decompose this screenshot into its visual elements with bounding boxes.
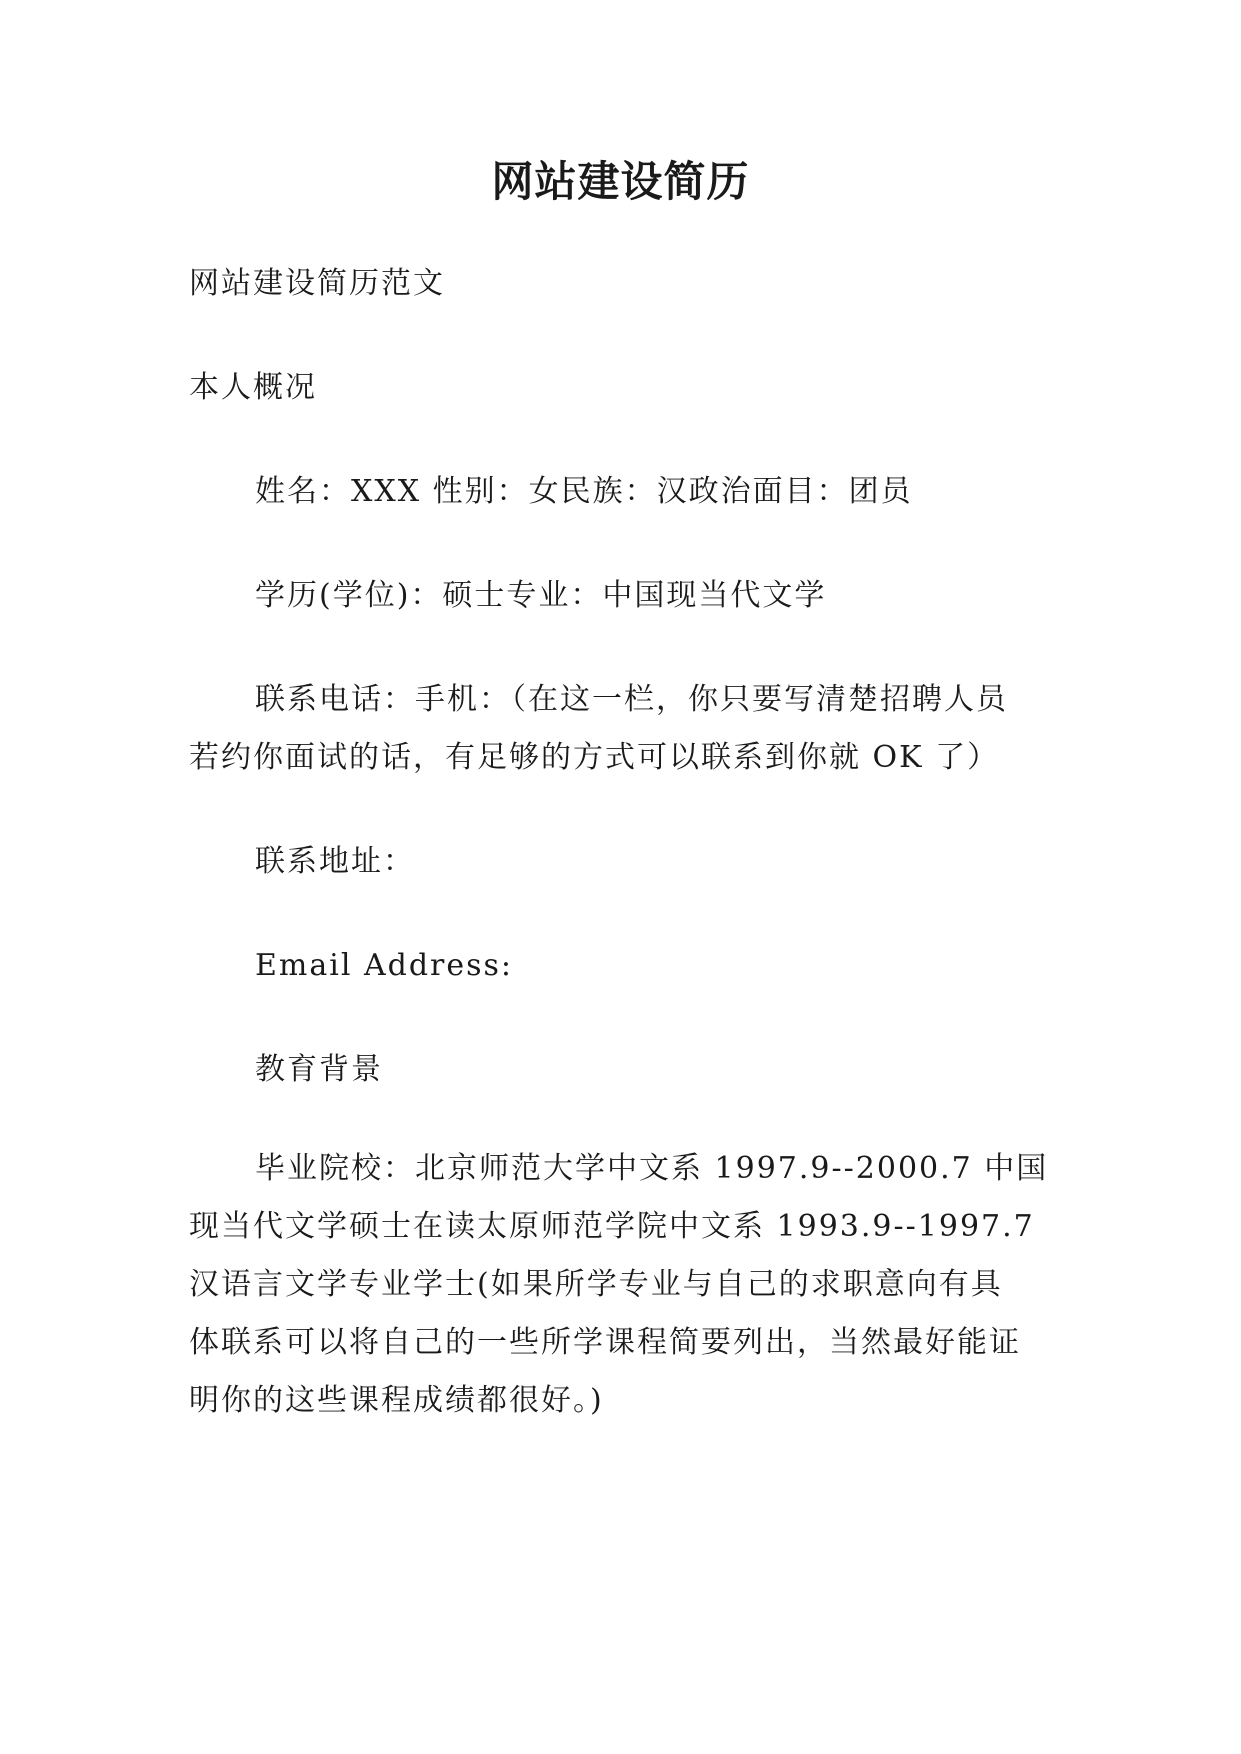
email-text: Email Address: (255, 948, 514, 983)
personal-info-line (255, 463, 1055, 521)
contact-address-text: 联系地址： (255, 844, 415, 879)
document-title: 网站建设简历 (491, 157, 750, 206)
school-line-5: 明你的这些课程成绩都很好。) (189, 1383, 604, 1418)
section-education-text: 教育背景 (255, 1052, 383, 1087)
degree-major-line (255, 567, 1055, 625)
contact-address-line (255, 833, 1055, 891)
section-overview-text: 本人概况 (189, 370, 317, 405)
section-education-heading (255, 1041, 1055, 1099)
school-line-4: 体联系可以将自己的一些所学课程简要列出，当然最好能证 (189, 1325, 1021, 1360)
section-overview-heading (189, 359, 1059, 417)
contact-phone-line-2: 若约你面试的话，有足够的方式可以联系到你就 OK 了） (189, 740, 1000, 775)
sample-heading-text: 网站建设简历范文 (189, 266, 445, 301)
degree-major-text: 学历(学位)：硕士专业：中国现当代文学 (255, 578, 827, 613)
sample-heading (189, 255, 1059, 313)
contact-phone-paragraph (189, 671, 1059, 787)
contact-phone-line-1: 联系电话：手机：（在这一栏，你只要写清楚招聘人员 (255, 682, 1008, 717)
school-paragraph (189, 1140, 1059, 1430)
school-line-3: 汉语言文学专业学士(如果所学专业与自己的求职意向有具 (189, 1267, 1003, 1302)
email-line (255, 937, 1055, 995)
school-line-1: 毕业院校：北京师范大学中文系 1997.9--2000.7 中国 (255, 1151, 1049, 1186)
school-line-2: 现当代文学硕士在读太原师范学院中文系 1993.9--1997.7 (189, 1209, 1035, 1244)
personal-info-text: 姓名：XXX 性别：女民族：汉政治面目：团员 (255, 474, 913, 509)
